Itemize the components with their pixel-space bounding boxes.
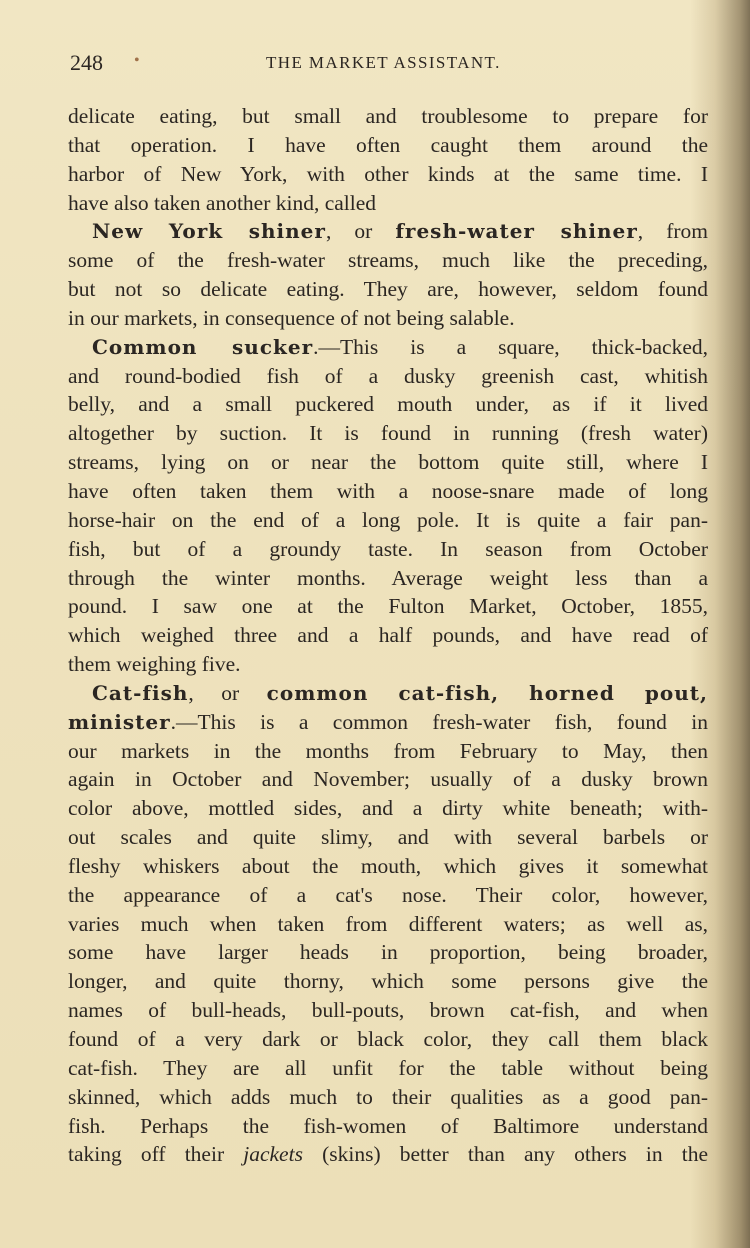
text-line: through the winter months. Average weight less than a bbox=[68, 565, 708, 590]
page-body bbox=[68, 102, 708, 1169]
text-line: harbor of New York, with other kinds at the same time. I bbox=[68, 161, 708, 186]
text-line: horse-hair on the end of a long pole. It is quite a fair pan- bbox=[68, 507, 708, 532]
text-line: our markets in the months from February to May, then bbox=[68, 738, 708, 763]
text-line bbox=[68, 1140, 708, 1169]
text-line: color above, mottled sides, and a dirty white beneath; with- bbox=[68, 796, 708, 821]
text-line: and round-bodied fish of a dusky greenish cast, whitish bbox=[68, 363, 708, 388]
text-line: streams, lying on or near the bottom quite still, where I bbox=[68, 450, 708, 475]
text-line: delicate eating, but small and troublesome to prepare for bbox=[68, 104, 708, 128]
text-line: but not so delicate eating. They are, however, seldom found bbox=[68, 277, 708, 302]
text-line: fish. Perhaps the fish-women of Baltimore understand bbox=[68, 1113, 708, 1138]
entry-heading-line bbox=[68, 217, 708, 246]
text-line: longer, and quite thorny, which some persons give the bbox=[68, 969, 708, 994]
headword: Cat-fish bbox=[92, 680, 189, 705]
text-line: out scales and quite slimy, and with several barbels or bbox=[68, 825, 708, 850]
running-title: THE MARKET ASSISTANT. bbox=[266, 53, 501, 72]
text-line: altogether by suction. It is found in running (fresh water) bbox=[68, 421, 708, 446]
text-line: fish, but of a groundy taste. In season from October bbox=[68, 536, 708, 561]
text-line: that operation. I have often caught them around the bbox=[68, 132, 708, 157]
text-line: cat-fish. They are all unfit for the table without being bbox=[68, 1055, 708, 1080]
text-line: have also taken another kind, called bbox=[68, 190, 377, 215]
text-line: belly, and a small puckered mouth under, as if it lived bbox=[68, 392, 708, 417]
headword: fresh-water shiner bbox=[395, 219, 638, 244]
text-span: , or bbox=[188, 680, 267, 705]
text-line: some have larger heads in proportion, being broader, bbox=[68, 940, 708, 965]
text-line: in our markets, in consequence of not being salable. bbox=[68, 305, 515, 330]
page-number: 248 bbox=[70, 50, 103, 75]
headword: common cat-fish, horned pout, bbox=[266, 680, 708, 705]
text-line: some of the fresh-water streams, much like the preceding, bbox=[68, 248, 708, 273]
running-head bbox=[68, 50, 708, 78]
text-line: again in October and November; usually of a dusky brown bbox=[68, 767, 708, 792]
text-line: the appearance of a cat's nose. Their color, however, bbox=[68, 882, 708, 907]
text-line: found of a very dark or black color, they call them black bbox=[68, 1027, 708, 1051]
text-span: .—This is a common fresh-water fish, found in bbox=[170, 709, 708, 734]
text-span: .—This is a square, thick-backed, bbox=[313, 334, 709, 359]
text-line: skinned, which adds much to their qualities as a good pan- bbox=[68, 1084, 708, 1109]
entry-heading-line bbox=[68, 679, 708, 708]
text-span: , from bbox=[637, 219, 708, 244]
head-mark: • bbox=[134, 52, 140, 69]
headword: Common sucker bbox=[92, 334, 314, 359]
text-line: pound. I saw one at the Fulton Market, October, 1855, bbox=[68, 594, 708, 619]
text-line: which weighed three and a half pounds, and have read of bbox=[68, 623, 708, 648]
text-line: varies much when taken from different waters; as well as, bbox=[68, 911, 708, 936]
text-span: taking off their bbox=[68, 1142, 244, 1167]
text-line: them weighing five. bbox=[68, 652, 241, 677]
entry-heading-line bbox=[68, 333, 708, 362]
text-line: names of bull-heads, bull-pouts, brown cat-fish, and when bbox=[68, 998, 708, 1023]
text-line: have often taken them with a noose-snare made of long bbox=[68, 478, 708, 503]
entry-heading-line bbox=[68, 708, 708, 737]
italic-word: jackets bbox=[243, 1142, 303, 1167]
headword: minister bbox=[68, 709, 171, 734]
text-line: fleshy whiskers about the mouth, which gives it somewhat bbox=[68, 853, 708, 878]
headword: New York shiner bbox=[92, 219, 326, 244]
text-span: (skins) better than any others in the bbox=[302, 1142, 708, 1167]
text-span: , or bbox=[325, 219, 396, 244]
